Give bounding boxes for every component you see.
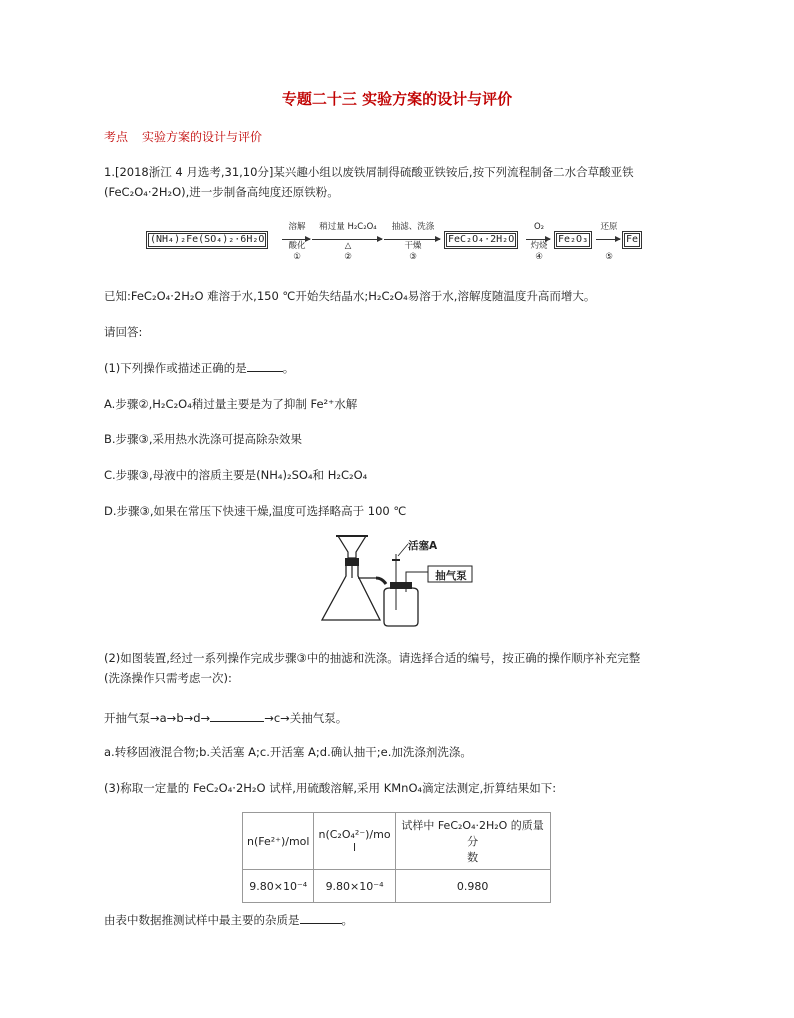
flow-end-box: Fe [622, 231, 642, 249]
header-oxalate [314, 813, 395, 870]
flow-step4-label-top: O₂ [533, 222, 545, 232]
flow-step2-label-top: 稍过量 H₂C₂O₄ [319, 222, 377, 232]
flow-arrow-3 [384, 239, 440, 240]
answer-blank-3[interactable] [300, 911, 342, 924]
header-mass-fraction-line2: 数 [467, 851, 479, 864]
option-c: C.步骤③,母液中的溶质主要是(NH₄)₂SO₄和 H₂C₂O₄ [104, 468, 368, 482]
flow-step1-label-mid: 酸化 [288, 241, 306, 251]
flow-step3-label-bottom: 干燥 [404, 241, 422, 251]
question-2 [104, 648, 704, 688]
flow-step3-label-top: 抽滤、洗涤 [391, 222, 435, 232]
known-info: 已知:FeC₂O₄·2H₂O 难溶于水,150 ℃开始失结晶水;H₂C₂O₄易溶于水,溶解度随温度升高而增大。 [104, 289, 596, 303]
process-flow-diagram [146, 222, 646, 266]
flow-arrow-5 [596, 239, 620, 240]
flow-step3-num: ③ [409, 252, 417, 262]
cell-mass-fraction-value: 0.980 [395, 870, 550, 903]
cell-oxalate-value: 9.80×10⁻⁴ [314, 870, 395, 903]
page-title: 专题二十三 实验方案的设计与评价 [281, 90, 513, 108]
flow-step5-num: ⑤ [605, 252, 613, 262]
option-d: D.步骤③,如果在常压下快速干燥,温度可选择略高于 100 ℃ [104, 504, 407, 518]
question-2-line-2: (洗涤操作只需考虑一次): [104, 671, 232, 685]
flow-step4-num: ④ [535, 252, 543, 262]
question-intro [104, 162, 704, 202]
question-1-text: (1)下列操作或描述正确的是 [104, 361, 247, 375]
final-question-text: 由表中数据推测试样中最主要的杂质是 [104, 913, 300, 927]
section-name: 实验方案的设计与评价 [142, 130, 263, 144]
question-3: (3)称取一定量的 FeC₂O₄·2H₂O 试样,用硫酸溶解,采用 KMnO₄滴定法测定,折算结果如下: [104, 781, 557, 795]
header-mass-fraction-line1: 试样中 FeC₂O₄·2H₂O 的质量分 [401, 819, 544, 848]
answer-blank-1[interactable] [247, 359, 283, 372]
question-2-sequence [104, 708, 704, 728]
flow-mid-box: FeC₂O₄·2H₂O [444, 231, 518, 249]
valve-a-label: 活塞A [408, 540, 438, 552]
sequence-start: 开抽气泵→a→b→d→ [104, 711, 211, 725]
header-oxalate-line2: l [353, 841, 357, 854]
question-2-options: a.转移固液混合物;b.关活塞 A;c.开活塞 A;d.确认抽干;e.加洗涤剂洗涤。 [104, 745, 472, 759]
header-oxalate-line1: n(C₂O₄²⁻)/mo [318, 828, 391, 841]
final-question [104, 910, 704, 930]
pump-label: 抽气泵 [435, 570, 467, 582]
question-1 [104, 358, 704, 378]
header-mass-fraction [395, 813, 550, 870]
flow-arrow-1 [282, 239, 310, 240]
question-1-end: 。 [282, 361, 295, 375]
answer-blank-2[interactable] [210, 709, 264, 722]
please-answer: 请回答: [104, 325, 143, 339]
flow-step5-label-top: 还原 [600, 222, 618, 232]
flow-start-box: (NH₄)₂Fe(SO₄)₂·6H₂O [146, 231, 268, 249]
option-b: B.步骤③,采用热水洗涤可提高除杂效果 [104, 432, 303, 446]
flow-step4-label-bottom: 灼烧 [530, 241, 548, 251]
flow-arrow-4 [526, 239, 550, 240]
sequence-end: →c→关抽气泵。 [264, 711, 348, 725]
table-row [243, 870, 551, 903]
question-2-line-1: (2)如图装置,经过一系列操作完成步骤③中的抽滤和洗涤。请选择合适的编号，按正确的操作顺序补充完整 [104, 651, 641, 665]
header-fe: n(Fe²⁺)/mol [243, 813, 314, 870]
section-tag: 考点 [104, 130, 129, 144]
option-a: A.步骤②,H₂C₂O₄稍过量主要是为了抑制 Fe²⁺水解 [104, 397, 358, 411]
cell-fe-value: 9.80×10⁻⁴ [243, 870, 314, 903]
section-heading [104, 128, 262, 145]
final-question-end: 。 [341, 913, 353, 927]
intro-line-2: (FeC₂O₄·2H₂O),进一步制备高纯度还原铁粉。 [104, 185, 339, 199]
titration-results-table [242, 812, 551, 903]
flow-arrow-2 [312, 239, 382, 240]
intro-line-1: 1.[2018浙江 4 月选考,31,10分]某兴趣小组以废铁屑制得硫酸亚铁铵后,按下列流程制备二水合草酸亚铁 [104, 165, 634, 179]
flow-step1-label-top: 溶解 [288, 222, 306, 232]
flow-step2-label-bottom: △ [344, 241, 352, 251]
flow-step2-num: ② [344, 252, 352, 262]
flow-step1-num: ① [293, 252, 301, 262]
table-header-row [243, 813, 551, 870]
flow-mid2-box: Fe₂O₃ [554, 231, 592, 249]
